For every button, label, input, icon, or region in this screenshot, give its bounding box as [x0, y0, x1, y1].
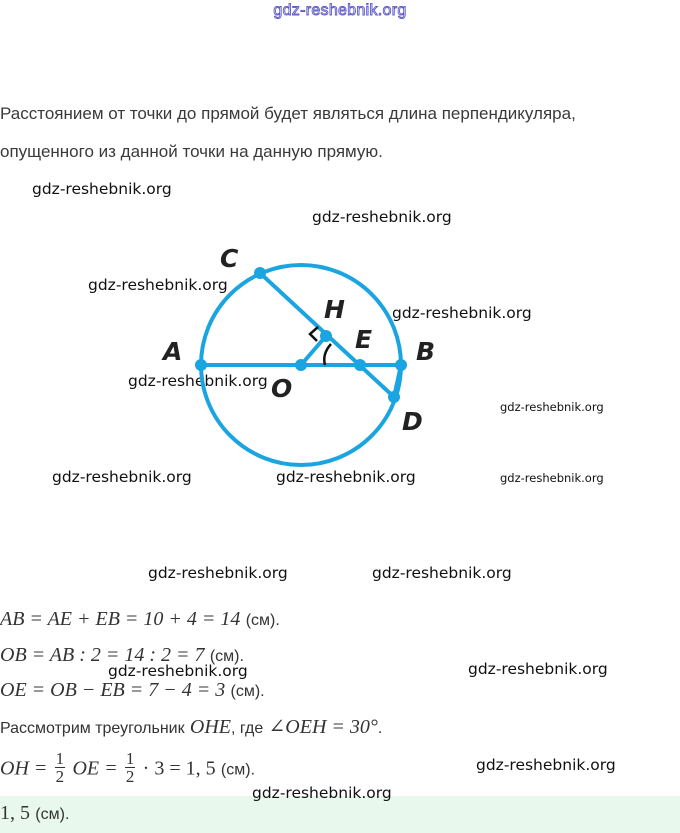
point-d [388, 391, 400, 403]
label-o: O [271, 374, 293, 403]
geometry-figure [0, 230, 680, 480]
text: Рассмотрим треугольник [0, 720, 185, 737]
watermark: gdz-reshebnik.org [108, 662, 248, 680]
watermark: gdz-reshebnik.org [148, 564, 288, 582]
angle-arc-mark [324, 344, 331, 365]
watermark: gdz-reshebnik.org [500, 400, 604, 414]
equation: AB = AE + EB = 10 + 4 = 14 [0, 608, 241, 630]
unit: (см). [220, 761, 256, 779]
equation: OE = OB − EB = 7 − 4 = 3 [0, 679, 226, 701]
unit: (см). [209, 648, 244, 665]
watermark: gdz-reshebnik.org [392, 304, 532, 322]
watermark: gdz-reshebnik.org [476, 756, 616, 774]
fraction: $\frac{1}{2}$ [125, 749, 135, 786]
triangle-name: OHE [189, 716, 232, 738]
equation-lhs: OH = [0, 757, 48, 780]
watermark: gdz-reshebnik.org [276, 468, 416, 486]
point-h [320, 330, 332, 342]
figure-points [195, 267, 407, 403]
equation-mid: OE = [72, 757, 118, 780]
fraction: $\frac{1}{2}$ [55, 749, 65, 786]
answer [0, 802, 69, 825]
solution-line-1 [0, 608, 280, 631]
watermark: gdz-reshebnik.org [468, 660, 608, 678]
label-b: B [416, 337, 436, 366]
watermark: gdz-reshebnik.org [312, 208, 452, 226]
point-b [395, 359, 407, 371]
point-e [354, 359, 366, 371]
point-o [295, 359, 307, 371]
watermark: gdz-reshebnik.org [128, 372, 268, 390]
solution-line-2 [0, 644, 244, 667]
label-a: A [163, 337, 183, 366]
watermark: gdz-reshebnik.org [88, 276, 228, 294]
intro-line-1: Расстоянием от точки до прямой будет являться длина перпендикуляра, [0, 104, 576, 123]
label-c: C [220, 244, 239, 273]
point-a [195, 359, 207, 371]
watermark: gdz-reshebnik.org [500, 471, 604, 485]
watermark: gdz-reshebnik.org [252, 784, 392, 802]
unit: (см). [245, 612, 280, 629]
answer-value: 1, 5 [0, 802, 30, 824]
label-e: E [355, 325, 373, 354]
watermark: gdz-reshebnik.org [372, 564, 512, 582]
point-c [254, 267, 266, 279]
angle: ∠OEH = 30° [268, 716, 378, 738]
unit: (см). [230, 683, 265, 700]
intro-line-2: опущенного из данной точки на данную прямую. [0, 142, 383, 161]
equation-rest: · 3 = 1, 5 [142, 757, 216, 780]
solution-line-4 [0, 714, 382, 739]
equation: OB = AB : 2 = 14 : 2 = 7 [0, 644, 205, 666]
answer-unit: (см). [35, 806, 70, 823]
text: . [377, 720, 383, 737]
right-angle-mark [310, 327, 318, 341]
watermark: gdz-reshebnik.org [52, 468, 192, 486]
solution-line-5 [0, 749, 256, 787]
label-h: H [324, 295, 345, 324]
label-d: D [402, 407, 423, 436]
solution-line-3 [0, 679, 265, 702]
watermark: gdz-reshebnik.org [560, 40, 664, 54]
watermark: gdz-reshebnik.org [32, 180, 172, 198]
text: , где [231, 720, 264, 737]
site-logo[interactable]: gdz-reshebnik.org [273, 2, 407, 19]
